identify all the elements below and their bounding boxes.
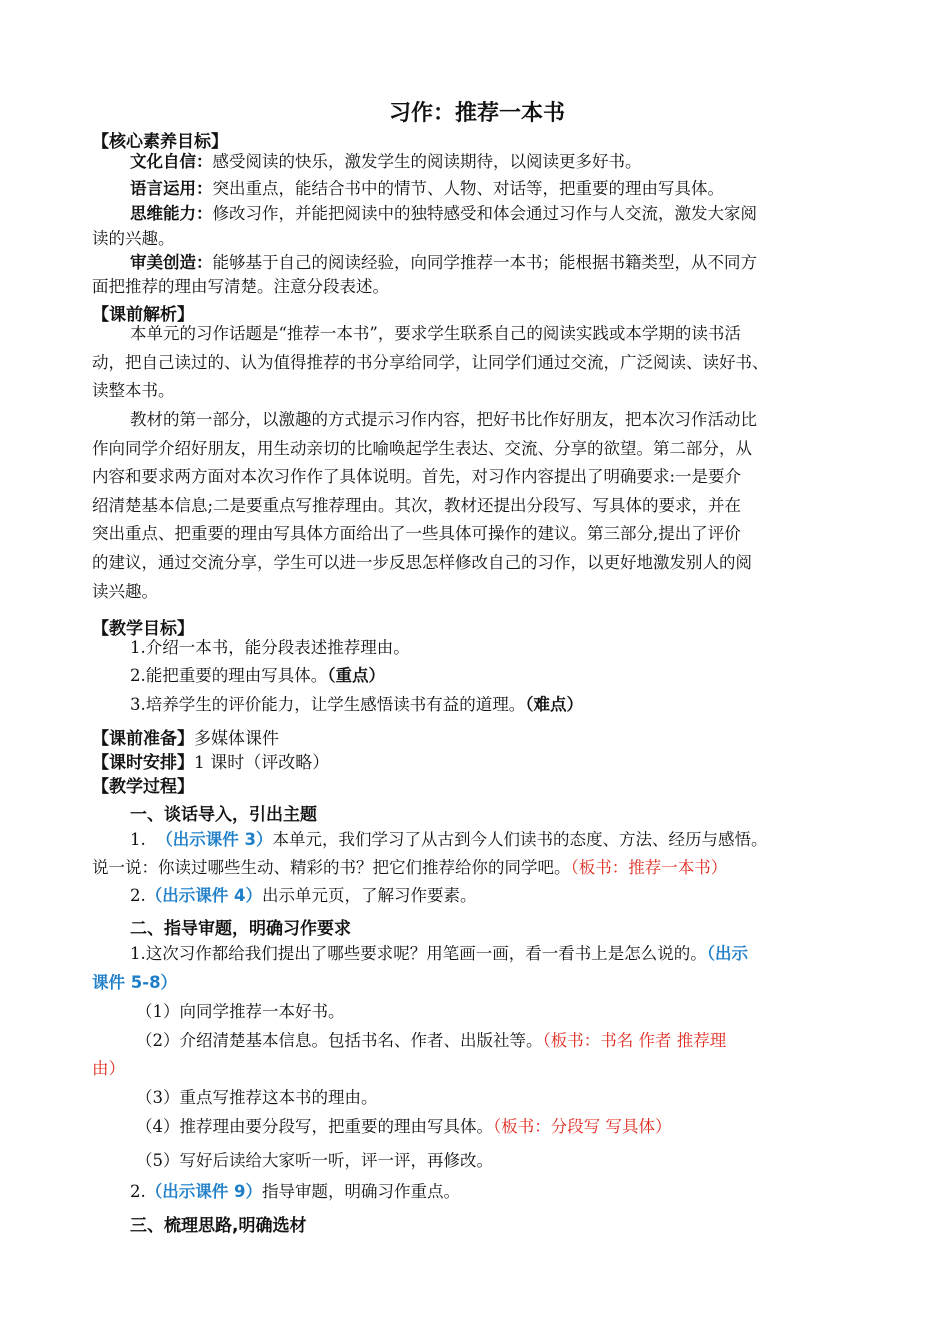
item-number: 2. — [130, 886, 146, 905]
blackboard-note: （板书：推荐一本书） — [570, 858, 728, 877]
goal-text: 2.能把重要的理由写具体。 — [130, 666, 328, 685]
courseware-tag: （出示课件 3） — [156, 830, 273, 849]
analysis-p2-line: 教材的第一部分，以激趣的方式提示习作内容，把好书比作好朋友，把本次习作活动比 — [130, 410, 757, 429]
step-3-title: 三、梳理思路,明确选材 — [130, 1216, 307, 1236]
requirement-3: （3）重点写推荐这本书的理由。 — [136, 1088, 378, 1107]
courseware-tag: 课件 5-8） — [92, 973, 178, 992]
item-text: （2）介绍清楚基本信息。包括书名、作者、出版社等。 — [136, 1031, 543, 1050]
step-1-line-2 — [92, 856, 727, 880]
analysis-p1-line: 本单元的习作话题是“推荐一本书”，要求学生联系自己的阅读实践或本学期的读书活 — [130, 324, 741, 343]
courseware-tag: （出示 — [706, 944, 748, 963]
goal-text: 突出重点，能结合书中的情节、人物、对话等，把重要的理由写具体。 — [212, 179, 724, 198]
item-text: 1.这次习作都给我们提出了哪些要求呢？用笔画一画，看一看书上是怎么说的。 — [130, 944, 707, 963]
courseware-tag: （出示课件 4） — [145, 886, 262, 905]
goal-label: 文化自信： — [130, 152, 213, 171]
goal-label: 审美创造： — [130, 253, 213, 272]
goal-label: 语言运用： — [130, 179, 213, 198]
requirement-2 — [136, 1029, 726, 1053]
goal-label: 思维能力： — [130, 204, 213, 223]
blackboard-note: （板书：分段写 写具体） — [493, 1117, 672, 1136]
item-text: （4）推荐理由要分段写，把重要的理由写具体。 — [136, 1117, 493, 1136]
goal-tag-key: （重点） — [327, 666, 385, 685]
goal-culture — [130, 150, 642, 174]
analysis-p2-line: 的建议，通过交流分享，学生可以进一步反思怎样修改自己的习作，以更好地激发别人的阅 — [92, 553, 752, 572]
schedule-heading: 【课时安排】 — [92, 753, 194, 773]
item-number: 2. — [130, 1182, 146, 1201]
analysis-p1-line: 读整本书。 — [92, 381, 175, 400]
goal-aesthetic — [130, 251, 757, 275]
step-2-line-1 — [130, 942, 748, 966]
courseware-tag: （出示课件 9） — [145, 1182, 262, 1201]
goal-text: 能够基于自己的阅读经验，向同学推荐一本书；能根据书籍类型，从不同方 — [212, 253, 757, 272]
item-number: 1. — [130, 830, 146, 849]
section-heading-process: 【教学过程】 — [92, 777, 194, 797]
prep-text: 多媒体课件 — [194, 729, 279, 749]
goal-thinking — [130, 202, 757, 226]
analysis-p2-line: 作向同学介绍好朋友，用生动亲切的比喻唤起学生表达、交流、分享的欲望。第二部分，从 — [92, 439, 752, 458]
prep-line — [92, 724, 279, 749]
item-text: 本单元，我们学习了从古到今人们读书的态度、方法、经历与感悟。 — [272, 830, 768, 849]
step-1-title: 一、谈话导入，引出主题 — [130, 805, 317, 825]
requirement-2-cont — [92, 1057, 125, 1081]
goal-thinking-cont: 读的兴趣。 — [92, 229, 175, 248]
step-2-line-2 — [130, 1180, 460, 1204]
teaching-goal-3 — [130, 693, 583, 717]
document-title: 习作：推荐一本书 — [388, 101, 565, 126]
analysis-p2-line: 突出重点、把重要的理由写具体方面给出了一些具体可操作的建议。第三部分,提出了评价 — [92, 524, 741, 543]
analysis-p1-line: 动，把自己读过的、认为值得推荐的书分享给同学，让同学们通过交流，广泛阅读、读好书、 — [92, 353, 769, 372]
item-text: 指导审题，明确习作重点。 — [261, 1182, 460, 1201]
requirement-4 — [136, 1115, 672, 1139]
item-text: 出示单元页，了解习作要素。 — [261, 886, 477, 905]
step-1-line-3 — [130, 884, 476, 908]
blackboard-note: （板书：书名 作者 推荐理 — [542, 1031, 727, 1050]
section-heading-analysis: 【课前解析】 — [92, 305, 194, 325]
goal-tag-difficult: （难点） — [525, 695, 583, 714]
goal-text: 修改习作，并能把阅读中的独特感受和体会通过习作与人交流，激发大家阅 — [212, 204, 757, 223]
step-1-line-1 — [130, 828, 767, 852]
schedule-text: 1 课时（评改略） — [194, 753, 330, 773]
blackboard-note: 由） — [92, 1059, 125, 1078]
section-heading-teaching-goals: 【教学目标】 — [92, 619, 194, 639]
teaching-goal-2 — [130, 664, 385, 688]
schedule-line — [92, 748, 329, 773]
goal-text: 感受阅读的快乐，激发学生的阅读期待，以阅读更多好书。 — [212, 152, 642, 171]
section-heading-core-goals: 【核心素养目标】 — [92, 132, 228, 152]
analysis-p2-line: 读兴趣。 — [92, 582, 158, 601]
item-text: 说一说：你读过哪些生动、精彩的书？把它们推荐给你的同学吧。 — [92, 858, 571, 877]
prep-heading: 【课前准备】 — [92, 729, 194, 749]
requirement-1: （1）向同学推荐一本好书。 — [136, 1002, 345, 1021]
analysis-p2-line: 绍清楚基本信息;二是要重点写推荐理由。其次，教材还提出分段写、写具体的要求，并在 — [92, 496, 742, 515]
analysis-p2-line: 内容和要求两方面对本次习作作了具体说明。首先，对习作内容提出了明确要求:一是要介 — [92, 467, 742, 486]
requirement-5: （5）写好后读给大家听一听，评一评，再修改。 — [136, 1151, 493, 1170]
step-2-title: 二、指导审题，明确习作要求 — [130, 919, 351, 939]
goal-aesthetic-cont: 面把推荐的理由写清楚。注意分段表述。 — [92, 277, 389, 296]
teaching-goal-1: 1.介绍一本书，能分段表述推荐理由。 — [130, 638, 410, 657]
goal-text: 3.培养学生的评价能力，让学生感悟读书有益的道理。 — [130, 695, 526, 714]
step-2-line-1-cont — [92, 971, 177, 995]
goal-language — [130, 177, 724, 201]
